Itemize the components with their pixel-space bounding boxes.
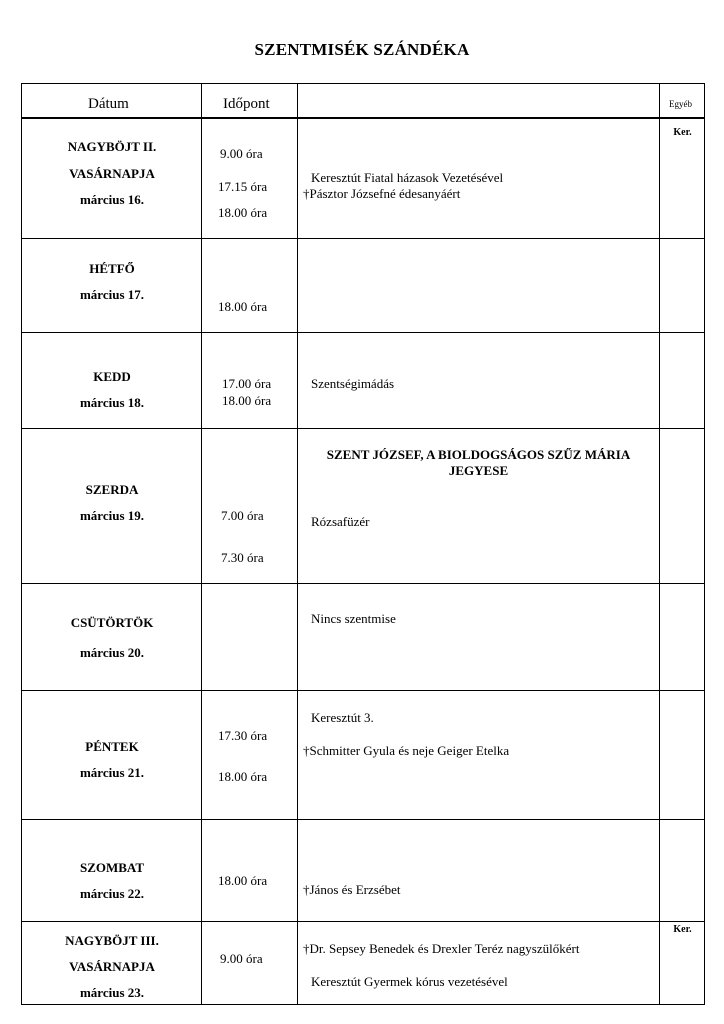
day-date: március 19. (79, 508, 145, 523)
row-divider (21, 428, 705, 429)
day-date: március 16. (79, 192, 145, 207)
mass-time: 9.00 óra (220, 951, 263, 966)
row-divider (21, 332, 705, 333)
row-divider (21, 819, 705, 820)
day-name: VASÁRNAPJA (69, 959, 155, 974)
mass-time: 18.00 óra (218, 205, 268, 220)
day-date: március 20. (79, 645, 145, 660)
mass-intention: Keresztút Fiatal házasok Vezetésével (311, 170, 504, 185)
mass-time: 17.15 óra (218, 179, 268, 194)
day-name: CSÜTÖRTÖK (70, 615, 154, 630)
day-name: NAGYBÖJT II. (67, 139, 157, 154)
other-note: Ker. (673, 127, 692, 138)
mass-time: 18.00 óra (218, 769, 268, 784)
mass-intention: Keresztút Gyermek kórus vezetésével (311, 974, 508, 989)
day-date: március 17. (79, 287, 145, 302)
mass-time: 18.00 óra (222, 393, 272, 408)
mass-time: 17.00 óra (222, 376, 272, 391)
row-divider (21, 921, 705, 922)
day-name: HÉTFŐ (89, 261, 135, 276)
mass-time: 17.30 óra (218, 728, 268, 743)
mass-intention: Rózsafüzér (311, 514, 370, 529)
page-title: SZENTMISÉK SZÁNDÉKA (254, 40, 470, 59)
day-date: március 21. (79, 765, 145, 780)
header-time: Időpont (223, 96, 270, 112)
row-divider (21, 238, 705, 239)
mass-intention: Nincs szentmise (311, 611, 396, 626)
mass-intention: Szentségimádás (311, 376, 395, 391)
feast-name: SZENT JÓZSEF, A BIOLDOGSÁGOS SZŰZ MÁRIA JEGYESE (326, 447, 631, 478)
day-name: SZERDA (85, 482, 139, 497)
row-divider (21, 690, 705, 691)
mass-time: 7.00 óra (221, 508, 264, 523)
column-divider (297, 84, 298, 1005)
mass-intention: †Schmitter Gyula és neje Geiger Etelka (303, 743, 510, 758)
header-date: Dátum (88, 96, 129, 112)
mass-intention: †János és Erzsébet (303, 882, 401, 897)
day-name: KEDD (93, 369, 131, 384)
day-date: március 22. (79, 886, 145, 901)
mass-time: 18.00 óra (218, 873, 268, 888)
column-divider (659, 84, 660, 1005)
day-date: március 18. (79, 395, 145, 410)
day-name: NAGYBÖJT III. (65, 933, 159, 948)
mass-intention: †Dr. Sepsey Benedek és Drexler Teréz nagyszülőkért (303, 941, 580, 956)
mass-time: 7.30 óra (221, 550, 264, 565)
header-divider (21, 117, 705, 119)
other-note: Ker. (673, 924, 692, 935)
header-other: Egyéb (669, 99, 692, 109)
day-name: SZOMBAT (79, 860, 145, 875)
mass-time: 18.00 óra (218, 299, 268, 314)
row-divider (21, 583, 705, 584)
day-name: VASÁRNAPJA (69, 166, 155, 181)
day-name: PÉNTEK (85, 739, 139, 754)
mass-time: 9.00 óra (220, 146, 263, 161)
mass-intention: Keresztút 3. (311, 710, 374, 725)
day-date: március 23. (79, 985, 145, 1000)
mass-intention: †Pásztor Józsefné édesanyáért (303, 186, 461, 201)
